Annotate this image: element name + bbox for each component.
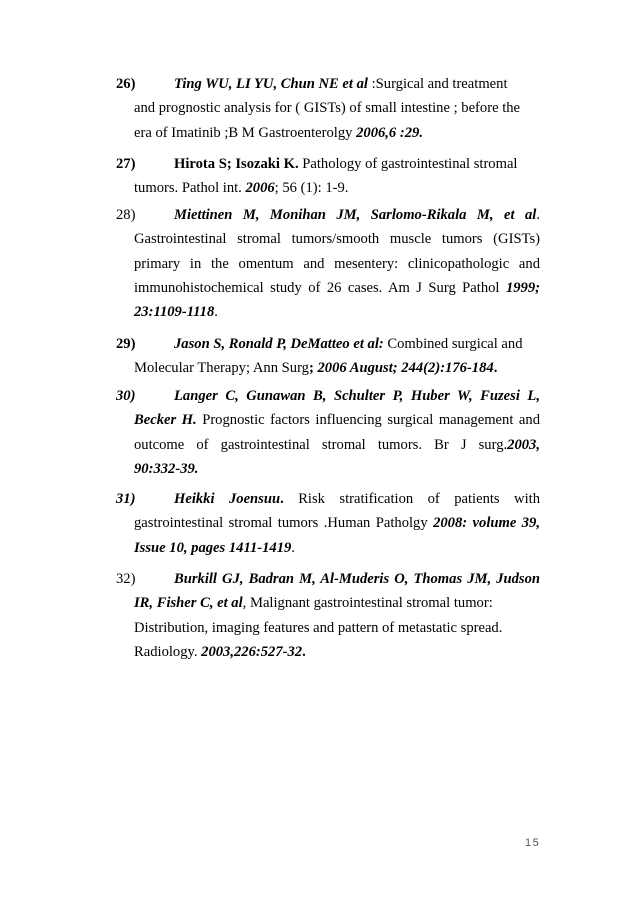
ref-line: Molecular Therapy; Ann Surg bbox=[134, 360, 309, 377]
ref-number: 27) bbox=[116, 156, 136, 172]
reference-28 bbox=[116, 203, 540, 324]
ref-text: . bbox=[291, 539, 295, 556]
ref-number: 31) bbox=[116, 491, 136, 507]
ref-authors: Jason S, Ronald P, DeMatteo et al: bbox=[174, 336, 384, 352]
ref-text: Combined surgical and bbox=[383, 336, 523, 352]
ref-text: :Surgical and treatment bbox=[367, 76, 508, 92]
ref-number: 28) bbox=[116, 207, 136, 223]
ref-text: . bbox=[302, 643, 306, 660]
ref-citation: Issue 10, pages 1411-1419 bbox=[134, 539, 292, 556]
ref-text: . bbox=[536, 207, 540, 223]
ref-citation: 2003, bbox=[507, 436, 540, 453]
ref-authors: Burkill GJ, Badran M, Al-Muderis O, Thomas JM, Judson bbox=[174, 571, 540, 587]
ref-line: Gastrointestinal stromal tumors/smooth muscle tumors (GISTs) bbox=[134, 231, 540, 248]
reference-27 bbox=[116, 152, 540, 201]
ref-line: gastrointestinal stromal tumors .Human Patholgy bbox=[134, 515, 434, 532]
reference-29 bbox=[116, 332, 540, 381]
ref-number: 29) bbox=[116, 336, 136, 352]
ref-citation: 90:332-39. bbox=[134, 460, 199, 477]
page-number: 15 bbox=[525, 837, 541, 849]
ref-citation: 23:1109-1118 bbox=[134, 304, 215, 321]
ref-line: era of Imatinib ;B M Gastroenterolgy bbox=[134, 124, 357, 141]
ref-line: Distribution, imaging features and pattern of metastatic spread. bbox=[134, 619, 503, 636]
ref-authors: Heikki Joensuu bbox=[174, 491, 281, 507]
ref-text: , Malignant gastrointestinal stromal tumor: bbox=[242, 595, 493, 612]
reference-26 bbox=[116, 72, 540, 145]
ref-text: Pathology of gastrointestinal stromal bbox=[298, 156, 518, 172]
reference-31 bbox=[116, 487, 540, 560]
ref-text: Risk stratification of patients with bbox=[283, 491, 541, 507]
ref-citation: 1999; bbox=[505, 279, 540, 296]
ref-citation: 2008: volume 39, bbox=[433, 515, 540, 532]
ref-number: 30) bbox=[116, 388, 136, 404]
ref-number: 32) bbox=[116, 571, 136, 587]
ref-text: Prognostic factors influencing surgical management and bbox=[196, 412, 540, 429]
ref-line: outcome of gastrointestinal stromal tumors. Br J surg. bbox=[134, 436, 508, 453]
ref-citation: 2006,6 :29. bbox=[356, 124, 423, 141]
ref-authors: IR, Fisher C, et al bbox=[134, 595, 243, 612]
ref-line: primary in the omentum and mesentery: clinicopathologic and bbox=[134, 255, 540, 272]
ref-authors: Ting WU, LI YU, Chun NE et al bbox=[174, 76, 368, 92]
ref-authors: Hirota S; Isozaki K. bbox=[174, 156, 299, 172]
ref-line: tumors. Pathol int. bbox=[134, 180, 246, 197]
ref-dot: . bbox=[280, 491, 284, 507]
ref-authors: Langer C, Gunawan B, Schulter P, Huber W, Fuzesi L, bbox=[174, 388, 540, 404]
ref-authors: Becker H. bbox=[134, 412, 197, 429]
ref-line: Radiology. bbox=[134, 643, 202, 660]
ref-authors: Miettinen M, Monihan JM, Sarlomo-Rikala M, et al bbox=[174, 207, 537, 223]
ref-year: 2006 bbox=[245, 180, 275, 197]
ref-text: . bbox=[493, 360, 498, 377]
ref-semicolon: ; bbox=[308, 360, 314, 377]
reference-30 bbox=[116, 384, 540, 481]
ref-number: 26) bbox=[116, 76, 136, 92]
ref-line: and prognostic analysis for ( GISTs) of small intestine ; before the bbox=[134, 100, 521, 117]
ref-citation: 2003,226:527-32 bbox=[201, 643, 303, 660]
ref-line: immunohistochemical study of 26 cases. Am J Surg Pathol bbox=[134, 279, 506, 296]
ref-text: . bbox=[214, 304, 218, 321]
ref-line: ; 56 (1): 1-9. bbox=[274, 180, 349, 197]
reference-32 bbox=[116, 567, 540, 664]
ref-citation: 2006 August; 244(2):176-184 bbox=[313, 360, 494, 377]
